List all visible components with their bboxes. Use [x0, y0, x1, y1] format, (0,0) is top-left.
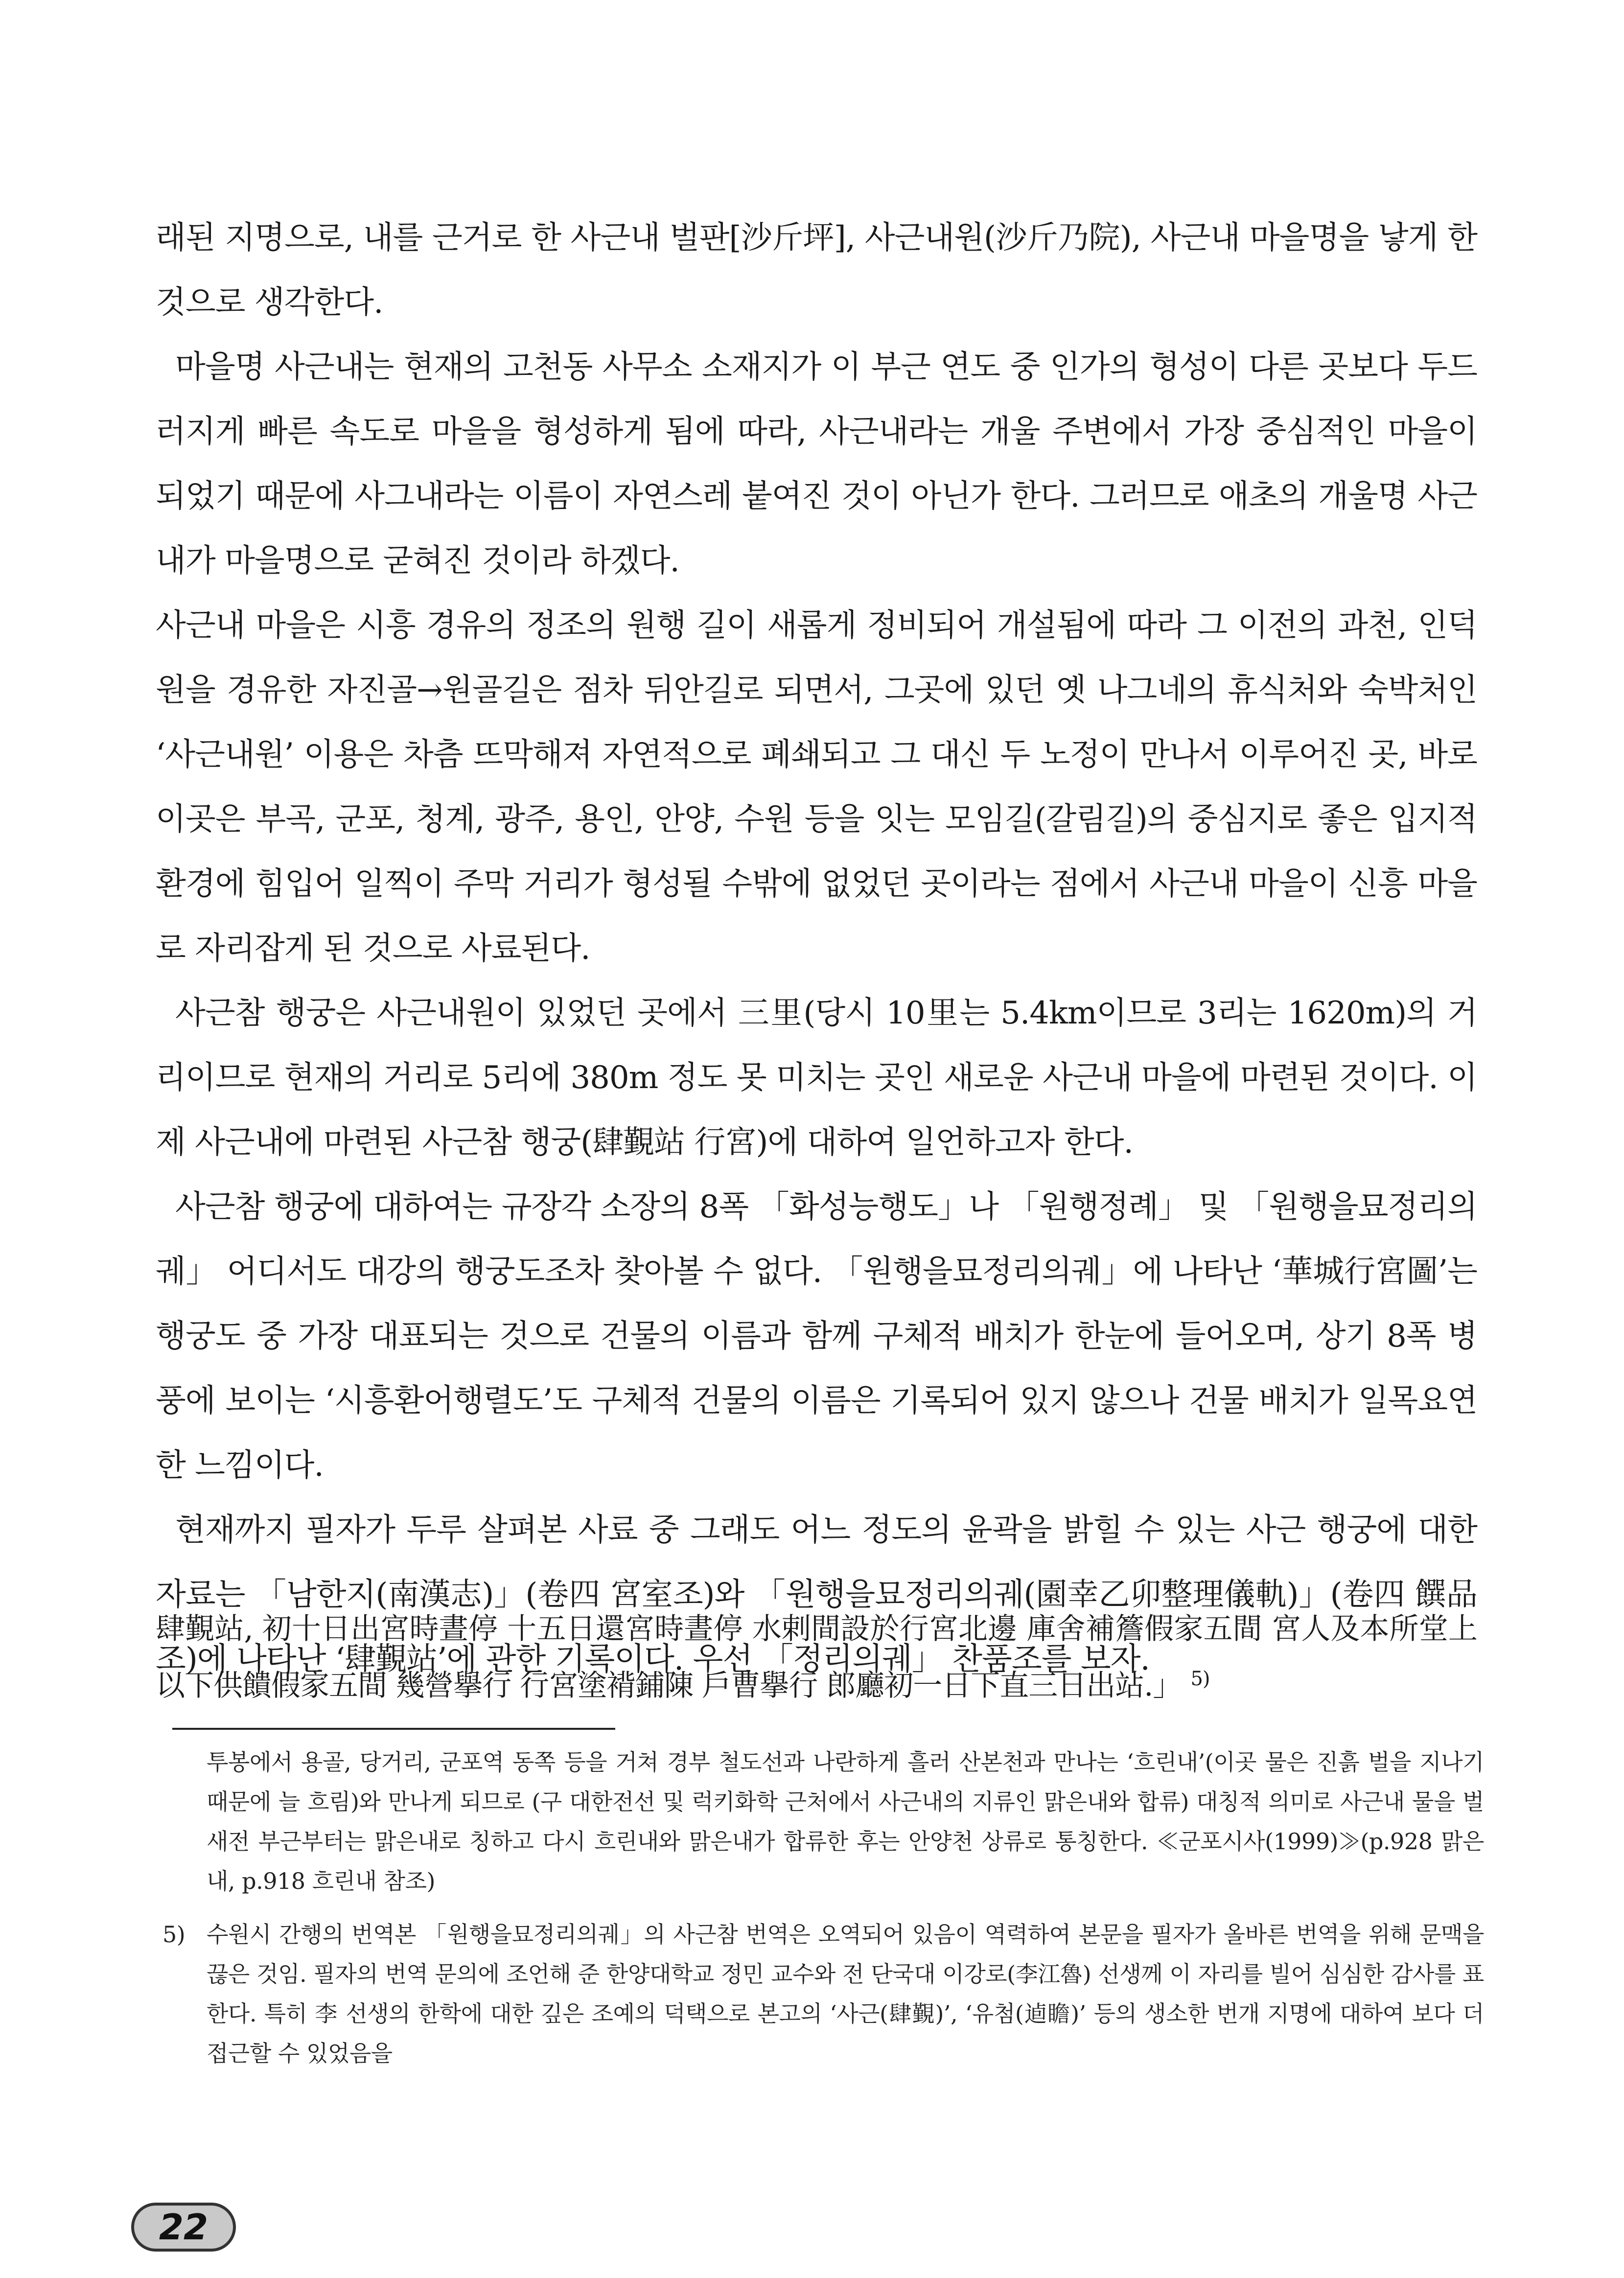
footnote-text: 수원시 간행의 번역본 「원행을묘정리의궤」의 사근참 번역은 오역되어 있음이 역력하여 본문을 필자가 올바른 번역을 위해 문맥을 끊은 것임. 필자의 번역 문의에 조언해 준 한양대학교 정민 교수와 전 단국대 이강로(李江魯) 선생께 이 자리를 빌어 심심한 감사를 표한다. 특히 李 선생의 한학에 대한 깊은 조예의 덕택으로 본고의 ‘사근(肆覲)’, ‘유첨(逌瞻)’ 등의 생소한 번개 지명에 대하여 보다 더 접근할 수 있었음을 [207, 1921, 1484, 2067]
footnote-number: 5) [162, 1921, 186, 1948]
footnote-5 [162, 1915, 1484, 2073]
paragraph-1: 래된 지명으로, 내를 근거로 한 사근내 벌판[沙斤坪], 사근내원(沙斤乃院), 사근내 마을명을 낳게 한 것으로 생각한다. [156, 220, 1477, 321]
paragraph-5: 사근참 행궁에 대하여는 규장각 소장의 8폭 「화성능행도」나 「원행정례」 및 「원행을묘정리의궤」 어디서도 대강의 행궁도조차 찾아볼 수 없다. 「원행을묘정리의궤」에 나타난 ‘華城行宮圖’는 행궁도 중 가장 대표되는 것으로 건물의 이름과 함께 구체적 배치가 한눈에 들어오며, 상기 8폭 병풍에 보이는 ‘시흥환어행렬도’도 구체적 건물의 이름은 기록되어 있지 않으나 건물 배치가 일목요연한 느낌이다. [156, 1189, 1477, 1484]
body-text [156, 206, 1477, 1692]
paragraph-6: 현재까지 필자가 두루 살펴본 사료 중 그래도 어느 정도의 윤곽을 밝힐 수 있는 사근 행궁에 대한 자료는 「남한지(南漢志)」(卷四 宮室조)와 「원행을묘정리의궤(園幸乙卯整理儀軌)」(卷四 饌品조)에 나타난 ‘肆覲站’에 관한 기록이다. 우선 「정리의궤」 찬품조를 보자. [156, 1512, 1477, 1677]
footnote-continuation: 투봉에서 용골, 당거리, 군포역 동쪽 등을 거쳐 경부 철도선과 나란하게 흘러 산본천과 만나는 ‘흐린내’(이곳 물은 진흙 벌을 지나기 때문에 늘 흐림)와 만나게 되므로 (구 대한전선 및 럭키화학 근처에서 사근내의 지류인 맑은내와 합류) 대칭적 의미로 사근내 물을 벌새전 부근부터는 맑은내로 칭하고 다시 흐린내와 맑은내가 합류한 후는 안양천 상류로 통칭한다. ≪군포시사(1999)≫(p.928 맑은내, p.918 흐린내 참조) [207, 1749, 1484, 1894]
footnotes [162, 1743, 1484, 2073]
footnote-divider [172, 1728, 615, 1730]
page-number-badge [131, 2203, 236, 2252]
page-number: 22 [159, 2207, 209, 2248]
hanja-quotation [156, 1601, 1477, 1714]
footnote-reference: 5) [1190, 1668, 1210, 1690]
paragraph-4: 사근참 행궁은 사근내원이 있었던 곳에서 三里(당시 10里는 5.4km이므로 3리는 1620m)의 거리이므로 현재의 거리로 5리에 380m 정도 못 미치는 곳인 새로운 사근내 마을에 마련된 것이다. 이제 사근내에 마련된 사근참 행궁(肆覲站 行宮)에 대하여 일언하고자 한다. [156, 995, 1477, 1161]
quotation-text: 肆覲站, 初十日出宮時晝停 十五日還宮時晝停 水剌間設於行宮北邊 庫舍補簷假家五間 宮人及本所堂上以下供饋假家五間 幾營擧行 行宮塗褙鋪陳 戶曹擧行 郎廳初一日下直三日出站.」 [156, 1612, 1477, 1703]
paragraph-2: 마을명 사근내는 현재의 고천동 사무소 소재지가 이 부근 연도 중 인가의 형성이 다른 곳보다 두드러지게 빠른 속도로 마을을 형성하게 됨에 따라, 사근내라는 개울 주변에서 가장 중심적인 마을이 되었기 때문에 사그내라는 이름이 자연스레 붙여진 것이 아닌가 한다. 그러므로 애초의 개울명 사근내가 마을명으로 굳혀진 것이라 하겠다. [156, 349, 1477, 579]
paragraph-3: 사근내 마을은 시흥 경유의 정조의 원행 길이 새롭게 정비되어 개설됨에 따라 그 이전의 과천, 인덕원을 경유한 자진골→원골길은 점차 뒤안길로 되면서, 그곳에 있던 옛 나그네의 휴식처와 숙박처인 ‘사근내원’ 이용은 차츰 뜨막해져 자연적으로 폐쇄되고 그 대신 두 노정이 만나서 이루어진 곳, 바로 이곳은 부곡, 군포, 청계, 광주, 용인, 안양, 수원 등을 잇는 모임길(갈림길)의 중심지로 좋은 입지적 환경에 힘입어 일찍이 주막 거리가 형성될 수밖에 없었던 곳이라는 점에서 사근내 마을이 신흥 마을로 자리잡게 된 것으로 사료된다. [156, 607, 1477, 967]
